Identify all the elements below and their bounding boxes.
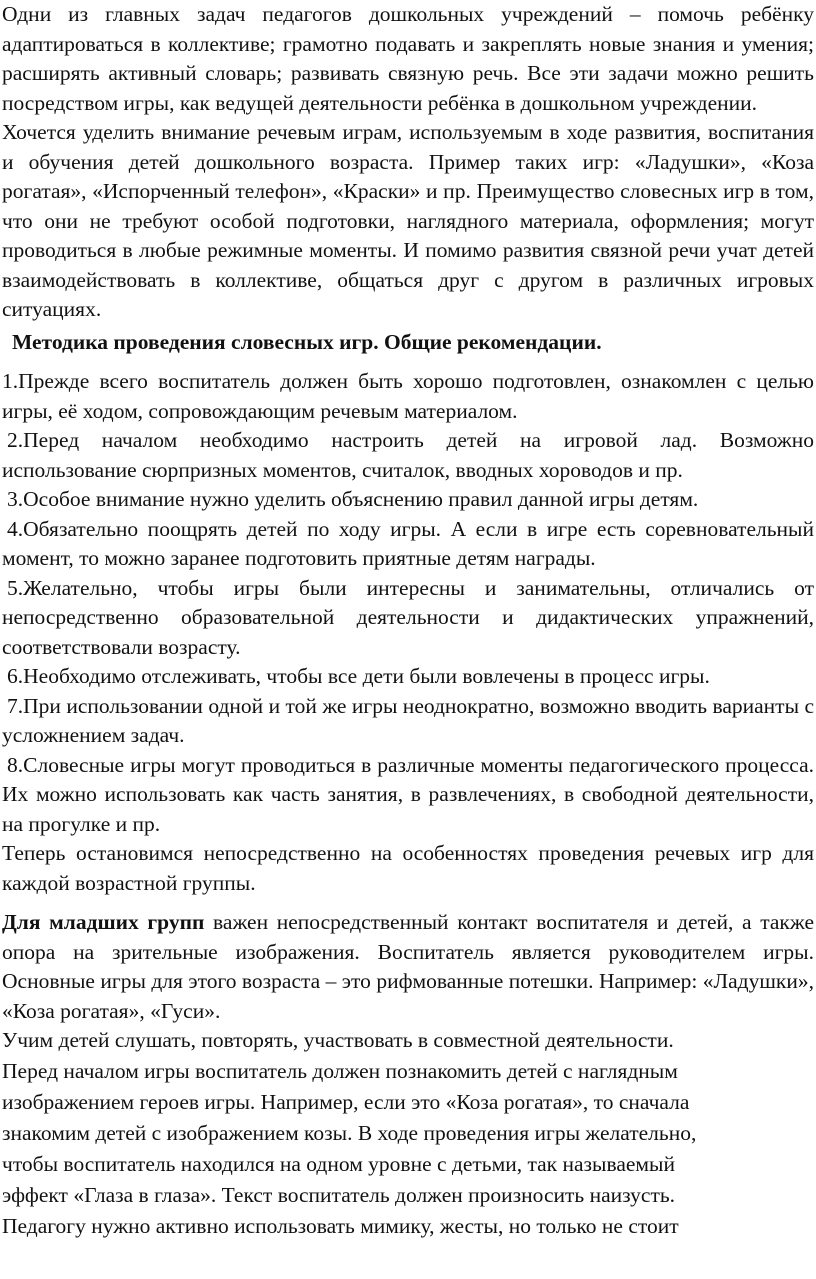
recommendation-item-6: 6.Необходимо отслеживать, чтобы все дети были вовлечены в процесс игры. (7, 664, 710, 688)
section-heading: Методика проведения словесных игр. Общие рекомендации. (12, 329, 602, 354)
paragraph-teach: Учим детей слушать, повторять, участвовать в совместной деятельности. (2, 1028, 674, 1052)
tail-lines (2, 1056, 814, 1242)
younger-groups-bold-lead: Для младших групп (2, 910, 205, 934)
paragraph-goals: Одни из главных задач педагогов дошкольных учреждений – помочь ребёнку адаптироваться в коллективе; грамотно подавать и закреплять новые знания и умения; расширять активный словарь; развивать связную речь. Все эти задачи можно решить посредством игры, как ведущей деятельности ребёнка в дошкольном учреждении. (2, 2, 814, 115)
paragraph-younger-groups (2, 908, 814, 1026)
recommendation-item-5: 5.Желательно, чтобы игры были интересны и занимательны, отличались от непосредственно образовательной деятельности и дидактических упражнений, соответствовали возрасту. (2, 575, 814, 659)
tail-line: чтобы воспитатель находился на одном уровне с детьми, так называемый (2, 1151, 675, 1176)
paragraph-speech-games: Хочется уделить внимание речевым играм, используемым в ходе развития, воспитания и обучения детей дошкольного возраста. Пример таких игр: «Ладушки», «Коза рогатая», «Испорченный телефон», «Краски» и пр. Преимущество словесных игр в том, что они не требуют особой подготовки, наглядного материала, оформления; могут проводиться в любые режимные моменты. И помимо развития связной речи учат детей взаимодействовать в коллективе, общаться друг с другом в различных игровых ситуациях. (2, 120, 814, 321)
recommendation-item-3: 3.Особое внимание нужно уделить объяснению правил данной игры детям. (7, 487, 699, 511)
paragraph-age-groups: Теперь остановимся непосредственно на особенностях проведения речевых игр для каждой возрастной группы. (2, 841, 814, 895)
tail-line: знакомим детей с изображением козы. В ходе проведения игры желательно, (2, 1120, 697, 1145)
intro-section (2, 0, 814, 325)
recommendation-item-4: 4.Обязательно поощрять детей по ходу игры. А если в игре есть соревновательный момент, то можно заранее подготовить приятные детям награды. (2, 516, 814, 570)
younger-groups-text: важен непосредственный контакт воспитателя и детей, а также опора на зрительные изображения. Воспитатель является руководителем игры. Основные игры для этого возраста – это рифмованные потешки. Например: «Ладушки», «Коза рогатая», «Гуси». (2, 910, 814, 1023)
tail-line: Педагогу нужно активно использовать мимику, жесты, но только не стоит (2, 1213, 679, 1238)
recommendation-item-8: 8.Словесные игры могут проводиться в различные моменты педагогического процесса. Их можно использовать как часть занятия, в развлечениях, в свободной деятельности, на прогулке и пр. (2, 752, 814, 836)
tail-line: изображением героев игры. Например, если это «Коза рогатая», то сначала (2, 1089, 690, 1114)
recommendations-list (2, 367, 814, 898)
recommendation-item-1: 1.Прежде всего воспитатель должен быть хорошо подготовлен, ознакомлен с целью игры, её ходом, сопровождающим речевым материалом. (2, 369, 814, 423)
tail-line: Перед началом игры воспитатель должен познакомить детей с наглядным (2, 1058, 678, 1083)
tail-line: эффект «Глаза в глаза». Текст воспитатель должен произносить наизусть. (2, 1182, 676, 1207)
recommendation-item-7: 7.При использовании одной и той же игры неоднократно, возможно вводить варианты с усложнением задач. (2, 693, 814, 747)
recommendation-item-2: 2.Перед началом необходимо настроить детей на игровой лад. Возможно использование сюрпризных моментов, считалок, вводных хороводов и пр. (2, 428, 814, 482)
